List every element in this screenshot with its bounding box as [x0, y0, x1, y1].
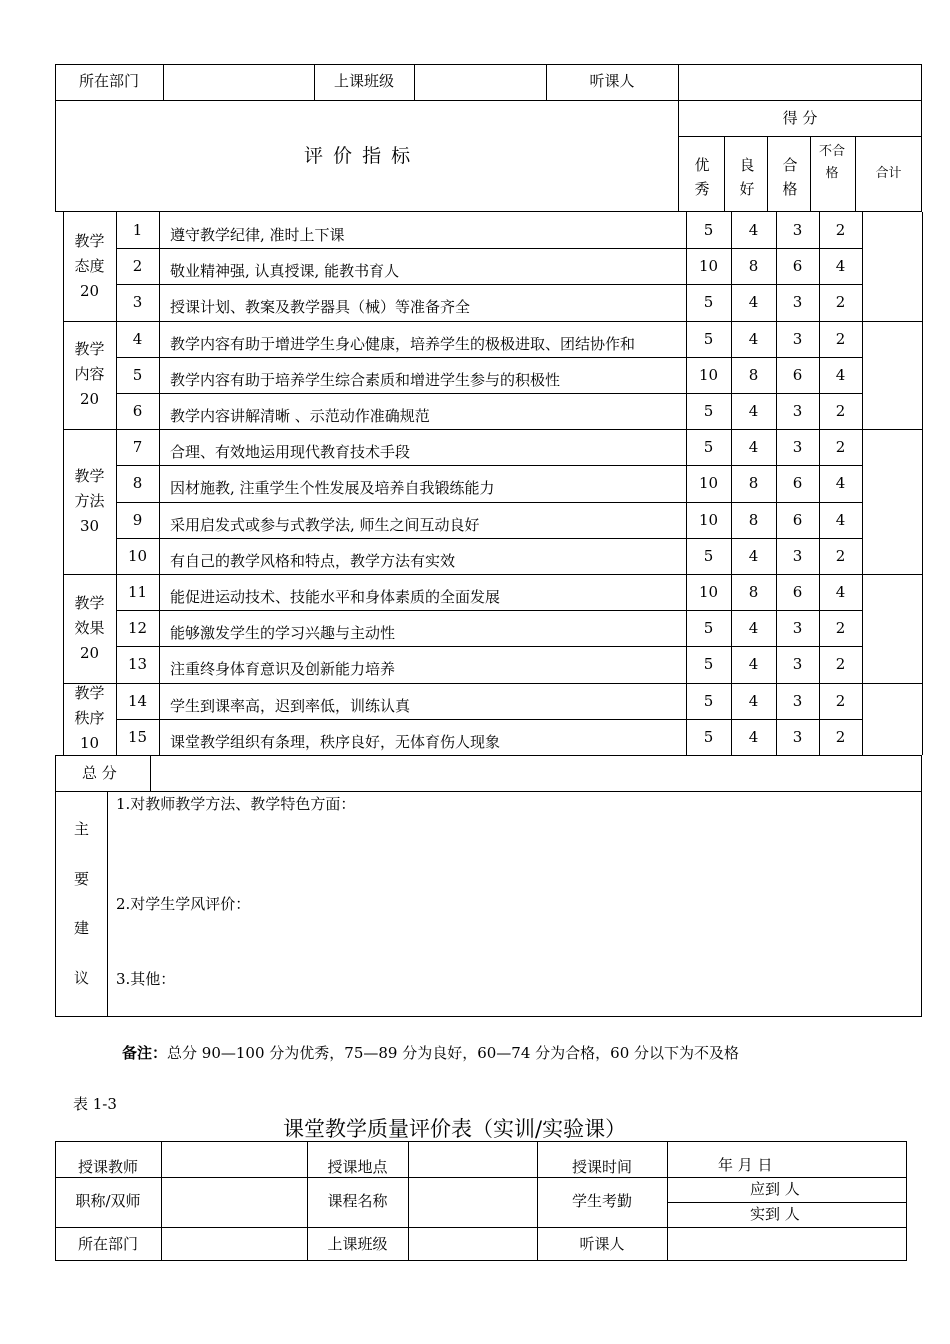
row-total-field[interactable] — [863, 394, 921, 428]
criterion-text: 采用启发式或参与式教学法, 师生之间互动良好 — [170, 515, 480, 534]
score-value: 3 — [792, 402, 803, 420]
row-total-field[interactable] — [863, 503, 921, 537]
category-points: 10 — [79, 734, 100, 753]
criterion-text: 注重终身体育意识及创新能力培养 — [170, 660, 396, 679]
dept-field[interactable] — [164, 65, 314, 100]
col-good: 良好 — [739, 156, 755, 198]
score-value: 5 — [703, 221, 714, 239]
score-value: 10 — [698, 583, 719, 601]
attendance-label: 学生考勤 — [571, 1192, 632, 1210]
time-label: 授课时间 — [571, 1158, 632, 1176]
place-label: 授课地点 — [327, 1158, 388, 1176]
row-total-field[interactable] — [863, 539, 921, 573]
score-value: 4 — [835, 365, 846, 384]
row-total-field[interactable] — [863, 358, 921, 392]
category-name: 教学 — [74, 593, 105, 612]
score-value: 8 — [748, 474, 759, 493]
criterion-text: 合理、有效地运用现代教育技术手段 — [170, 443, 411, 462]
score-value: 6 — [792, 474, 803, 493]
score-value: 10 — [698, 474, 719, 493]
score-value: 3 — [792, 655, 803, 674]
criterion-text: 教学内容有助于增进学生身心健康，培养学生的极极进取、团结协作和 — [170, 334, 636, 353]
score-value: 3 — [792, 546, 803, 565]
score-value: 3 — [792, 221, 803, 239]
score-value: 2 — [835, 619, 846, 638]
criterion-text: 能促进运动技术、技能水平和身体素质的全面发展 — [170, 588, 501, 606]
row-total-field[interactable] — [863, 285, 921, 319]
category-name: 教学 — [74, 684, 105, 703]
suggest-side-3: 建 — [74, 919, 90, 937]
score-value: 4 — [835, 510, 846, 529]
criterion-text: 授课计划、教案及教学器具（械）等准备齐全 — [170, 298, 471, 317]
criterion-text: 学生到课率高，迟到率低，训练认真 — [170, 696, 411, 715]
row-total-field[interactable] — [863, 720, 921, 754]
suggest-item-3: 3.其他： — [116, 970, 176, 988]
score-value: 5 — [703, 655, 714, 674]
criterion-text: 有自己的教学风格和特点，教学方法有实效 — [170, 551, 456, 570]
row-number: 11 — [127, 583, 148, 601]
suggest-item-1: 1.对教师教学方法、教学特色方面： — [116, 795, 356, 813]
listener-field-2[interactable] — [668, 1228, 906, 1260]
row-total-field[interactable] — [863, 322, 921, 356]
category-cell — [63, 321, 116, 430]
class-field[interactable] — [415, 65, 546, 100]
score-value: 8 — [748, 510, 759, 529]
row-total-field[interactable] — [863, 684, 921, 718]
category-points: 20 — [79, 281, 100, 300]
grid-line — [922, 212, 923, 755]
score-value: 2 — [835, 402, 846, 420]
score-value: 6 — [792, 583, 803, 601]
note — [122, 1046, 739, 1061]
row-number: 13 — [127, 655, 148, 674]
score-value: 4 — [748, 438, 759, 457]
category-cell — [63, 212, 116, 321]
grid-line — [116, 538, 862, 539]
grid-line — [159, 212, 160, 755]
row-number: 3 — [132, 293, 143, 312]
row-total-field[interactable] — [863, 647, 921, 681]
grid-line — [116, 502, 862, 503]
score-value: 8 — [748, 257, 759, 276]
col-pass: 合格 — [782, 156, 798, 198]
grid-line — [116, 248, 862, 249]
criterion-text: 遵守教学纪律, 准时上下课 — [170, 226, 345, 244]
category-name: 方法 — [74, 492, 105, 511]
col-excellent: 优秀 — [694, 156, 710, 198]
dept-field-2[interactable] — [162, 1228, 307, 1260]
row-number: 7 — [132, 438, 143, 457]
score-value: 2 — [835, 691, 846, 710]
table-ref: 表 1-3 — [73, 1095, 117, 1113]
grid-line — [116, 357, 862, 358]
score-value: 5 — [703, 691, 714, 710]
row-number: 5 — [132, 365, 143, 384]
grid-line — [63, 574, 922, 575]
suggest-side-4: 议 — [74, 969, 90, 987]
row-number: 4 — [132, 329, 143, 348]
grid-line — [116, 465, 862, 466]
course-label: 课程名称 — [327, 1192, 388, 1210]
grid-line — [116, 646, 862, 647]
row-total-field[interactable] — [863, 466, 921, 500]
score-value: 10 — [698, 510, 719, 529]
score-value: 8 — [748, 583, 759, 601]
score-value: 2 — [835, 438, 846, 457]
title-field[interactable] — [162, 1178, 307, 1227]
eval-title: 评 价 指 标 — [304, 145, 413, 167]
criterion-text: 因材施教, 注重学生个性发展及培养自我锻练能力 — [170, 479, 495, 498]
criterion-text: 敬业精神强, 认真授课, 能教书育人 — [170, 262, 400, 281]
score-value: 4 — [748, 546, 759, 565]
score-value: 4 — [748, 329, 759, 348]
score-value: 6 — [792, 257, 803, 276]
suggest-side-2: 要 — [74, 870, 90, 888]
score-value: 6 — [792, 510, 803, 529]
total-field[interactable] — [151, 756, 921, 791]
class-field-2[interactable] — [409, 1228, 537, 1260]
score-value: 4 — [748, 619, 759, 638]
score-value: 5 — [703, 293, 714, 312]
note-label: 备注： — [122, 1044, 168, 1062]
class-label: 上课班级 — [333, 72, 394, 90]
score-value: 10 — [698, 365, 719, 384]
score-value: 3 — [792, 438, 803, 457]
row-total-field[interactable] — [863, 575, 921, 609]
grid-line — [63, 683, 922, 684]
score-value: 4 — [748, 402, 759, 420]
score-value: 5 — [703, 438, 714, 457]
category-name: 秩序 — [74, 709, 105, 728]
note-text: 总分 90—100 分为优秀，75—89 分为良好，60—74 分为合格，60 分以下为不及格 — [167, 1044, 740, 1062]
score-value: 3 — [792, 727, 803, 746]
grid-line — [63, 429, 922, 430]
row-number: 15 — [127, 727, 148, 746]
grid-line — [116, 393, 862, 394]
category-name: 教学 — [74, 340, 105, 359]
category-name: 内容 — [74, 365, 105, 384]
score-value: 3 — [792, 619, 803, 638]
score-value: 5 — [703, 619, 714, 638]
score-value: 4 — [748, 221, 759, 239]
category-name: 教学 — [74, 467, 105, 486]
grid-line — [116, 284, 862, 285]
grid-line — [116, 610, 862, 611]
class-label-2: 上课班级 — [327, 1235, 388, 1253]
score-value: 6 — [792, 365, 803, 384]
category-name: 效果 — [74, 618, 105, 637]
row-total-field[interactable] — [863, 213, 921, 247]
score-value: 2 — [835, 655, 846, 674]
second-table-title: 课堂教学质量评价表（实训/实验课） — [283, 1117, 627, 1141]
category-name: 教学 — [74, 231, 105, 250]
score-value: 2 — [835, 546, 846, 565]
teacher-label: 授课教师 — [77, 1158, 138, 1176]
score-value: 8 — [748, 365, 759, 384]
score-value: 3 — [792, 293, 803, 312]
suggestions-field[interactable] — [108, 815, 921, 1015]
title-label: 职称/双师 — [75, 1192, 141, 1210]
score-value: 4 — [748, 727, 759, 746]
score-value: 4 — [748, 655, 759, 674]
category-points: 30 — [79, 517, 100, 536]
listener-label: 听课人 — [589, 72, 635, 90]
score-value: 4 — [835, 474, 846, 493]
listener-label-2: 听课人 — [579, 1235, 625, 1253]
score-value: 4 — [748, 293, 759, 312]
category-points: 20 — [79, 643, 100, 662]
row-total-field[interactable] — [863, 430, 921, 464]
actual-field[interactable]: 实到 人 — [750, 1205, 800, 1223]
score-value: 10 — [698, 257, 719, 276]
score-value: 4 — [835, 583, 846, 601]
score-value: 2 — [835, 727, 846, 746]
category-cell — [63, 574, 116, 683]
place-field[interactable] — [409, 1142, 537, 1177]
row-total-field[interactable] — [863, 249, 921, 283]
row-number: 8 — [132, 474, 143, 493]
grid-line — [116, 719, 862, 720]
suggest-item-2: 2.对学生学风评价： — [116, 895, 251, 913]
row-number: 12 — [127, 619, 148, 638]
category-points: 20 — [79, 390, 100, 409]
row-number: 10 — [127, 546, 148, 565]
category-name: 态度 — [74, 256, 105, 275]
grid-line — [63, 321, 922, 322]
row-number: 14 — [127, 691, 148, 710]
row-number: 1 — [132, 221, 143, 239]
row-number: 2 — [132, 257, 143, 276]
row-number: 6 — [132, 402, 143, 420]
score-value: 2 — [835, 293, 846, 312]
date-field[interactable]: 年 月 日 — [718, 1156, 773, 1174]
col-total: 合计 — [875, 166, 902, 181]
listener-field[interactable] — [679, 65, 921, 100]
col-fail: 不合格 — [818, 144, 845, 181]
suggest-side-1: 主 — [74, 820, 90, 838]
score-value: 5 — [703, 402, 714, 420]
score-value: 2 — [835, 329, 846, 348]
criterion-text: 教学内容有助于培养学生综合素质和增进学生参与的积极性 — [170, 370, 561, 389]
row-number: 9 — [132, 510, 143, 529]
course-field[interactable] — [409, 1178, 537, 1227]
category-cell — [63, 683, 116, 755]
score-value: 3 — [792, 329, 803, 348]
criterion-text: 课堂教学组织有条理，秩序良好，无体育伤人现象 — [170, 732, 501, 751]
criterion-text: 能够激发学生的学习兴趣与主动性 — [170, 624, 396, 643]
teacher-field[interactable] — [162, 1142, 307, 1177]
score-value: 4 — [748, 691, 759, 710]
dept-label-2: 所在部门 — [77, 1235, 138, 1253]
score-group-label: 得 分 — [782, 109, 818, 127]
total-label: 总 分 — [82, 764, 117, 782]
score-value: 5 — [703, 546, 714, 565]
score-value: 2 — [835, 221, 846, 239]
score-value: 5 — [703, 329, 714, 348]
score-value: 5 — [703, 727, 714, 746]
score-value: 3 — [792, 691, 803, 710]
row-total-field[interactable] — [863, 611, 921, 645]
dept-label: 所在部门 — [78, 72, 139, 90]
criterion-text: 教学内容讲解清晰 、示范动作准确规范 — [170, 407, 430, 425]
category-cell — [63, 429, 116, 574]
expected-field[interactable]: 应到 人 — [750, 1180, 800, 1198]
score-value: 4 — [835, 257, 846, 276]
